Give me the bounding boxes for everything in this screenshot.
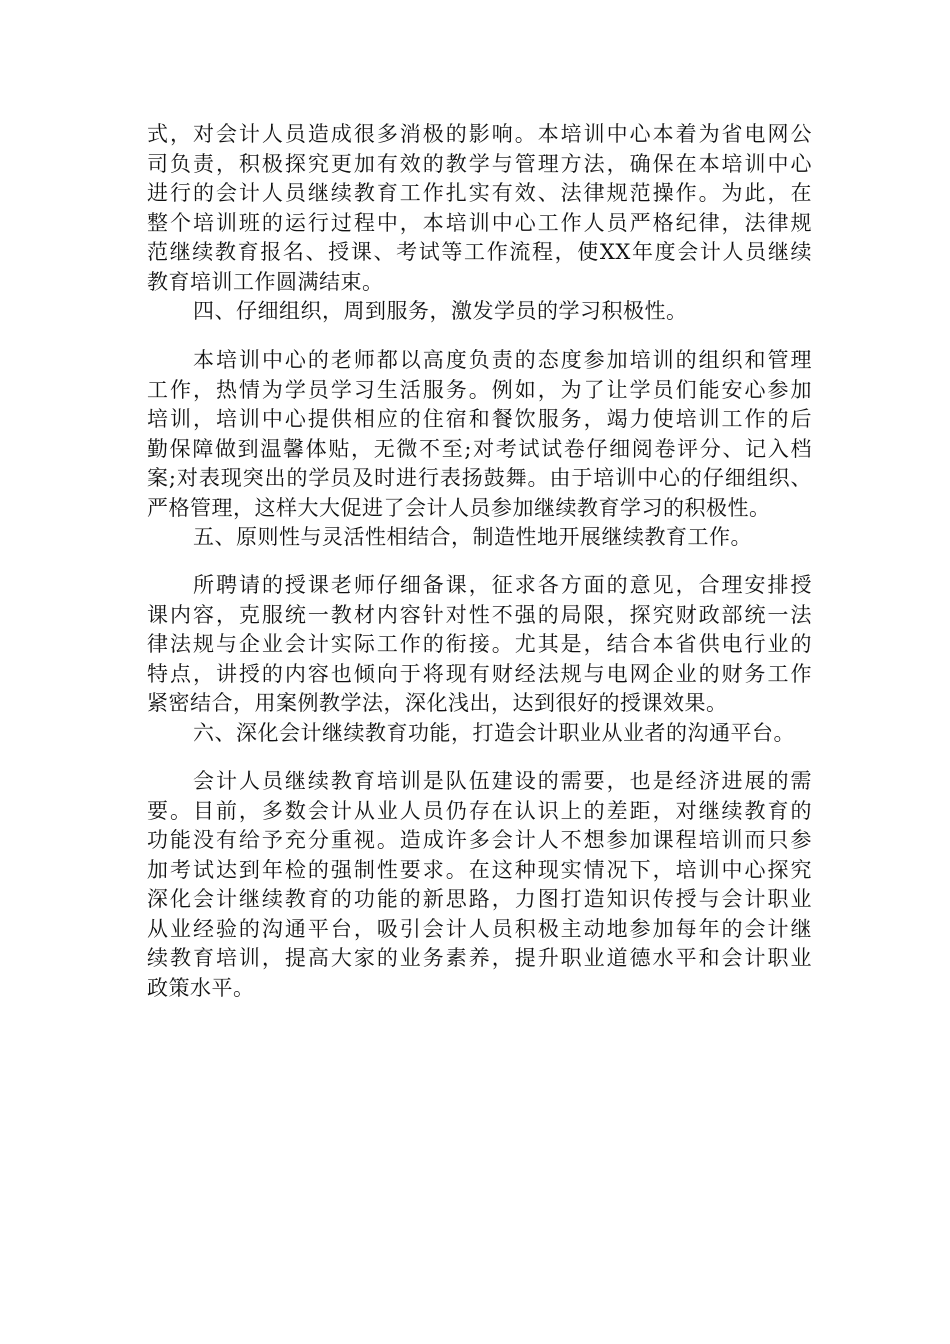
text-line: 会计人员继续教育培训是队伍建设的需要，也是经济进展的需	[193, 769, 812, 793]
text-line: 工作，热情为学员学习生活服务。例如，为了让学员们能安心参加	[147, 377, 812, 402]
text-line: 式，对会计人员造成很多消极的影响。本培训中心本着为省电网公	[147, 122, 812, 146]
text-line: 进行的会计人员继续教育工作扎实有效、法律规范操作。为此，在	[147, 181, 812, 205]
text-line: 要。目前，多数会计从业人员仍存在认识上的差距，对继续教育的	[147, 798, 812, 823]
text-line: 紧密结合，用案例教学法，深化浅出，达到很好的授课效果。	[147, 691, 728, 715]
text-line: 政策水平。	[147, 975, 255, 1000]
text-line: 课内容，克服统一教材内容针对性不强的局限，探究财政部统一法	[147, 602, 812, 627]
text-line: 勤保障做到温馨体贴，无微不至;对考试试卷仔细阅卷评分、记入档	[147, 436, 812, 461]
text-line: 案;对表现突出的学员及时进行表扬鼓舞。由于培训中心的仔细组织、	[147, 466, 812, 490]
paragraph-continuation	[147, 120, 812, 297]
section-heading-4: 四、仔细组织，周到服务，激发学员的学习积极性。	[193, 299, 688, 323]
text-line: 严格管理，这样大大促进了会计人员参加继续教育学习的积极性。	[147, 495, 771, 520]
text-line: 整个培训班的运行过程中，本培训中心工作人员严格纪律，法律规	[147, 210, 812, 235]
section-heading-6: 六、深化会计继续教育功能，打造会计职业从业者的沟通平台。	[193, 721, 795, 745]
text-line: 司负责，积极探究更加有效的教学与管理方法，确保在本培训中心	[147, 151, 812, 176]
text-line: 所聘请的授课老师仔细备课，征求各方面的意见，合理安排授	[193, 573, 812, 597]
text-line: 范继续教育报名、授课、考试等工作流程，使XX年度会计人员继续	[147, 240, 812, 264]
text-line: 培训，培训中心提供相应的住宿和餐饮服务，竭力使培训工作的后	[147, 407, 812, 431]
text-line: 续教育培训，提高大家的业务素养，提升职业道德水平和会计职业	[147, 946, 812, 970]
paragraph-organization	[147, 346, 812, 523]
paragraph-teaching	[147, 571, 812, 719]
text-line: 深化会计继续教育的功能的新思路，力图打造知识传授与会计职业	[147, 887, 812, 911]
text-line: 从业经验的沟通平台，吸引会计人员积极主动地参加每年的会计继	[147, 916, 812, 941]
paragraph-platform	[147, 767, 812, 1003]
text-line: 教育培训工作圆满结束。	[147, 269, 384, 294]
section-heading-5: 五、原则性与灵活性相结合，制造性地开展继续教育工作。	[193, 525, 752, 549]
text-line: 律法规与企业会计实际工作的衔接。尤其是，结合本省供电行业的	[147, 632, 812, 656]
text-line: 特点，讲授的内容也倾向于将现有财经法规与电网企业的财务工作	[147, 661, 812, 686]
text-line: 加考试达到年检的强制性要求。在这种现实情况下，培训中心探究	[147, 857, 812, 882]
text-line: 本培训中心的老师都以高度负责的态度参加培训的组织和管理	[193, 348, 812, 372]
text-line: 功能没有给予充分重视。造成许多会计人不想参加课程培训而只参	[147, 828, 812, 852]
